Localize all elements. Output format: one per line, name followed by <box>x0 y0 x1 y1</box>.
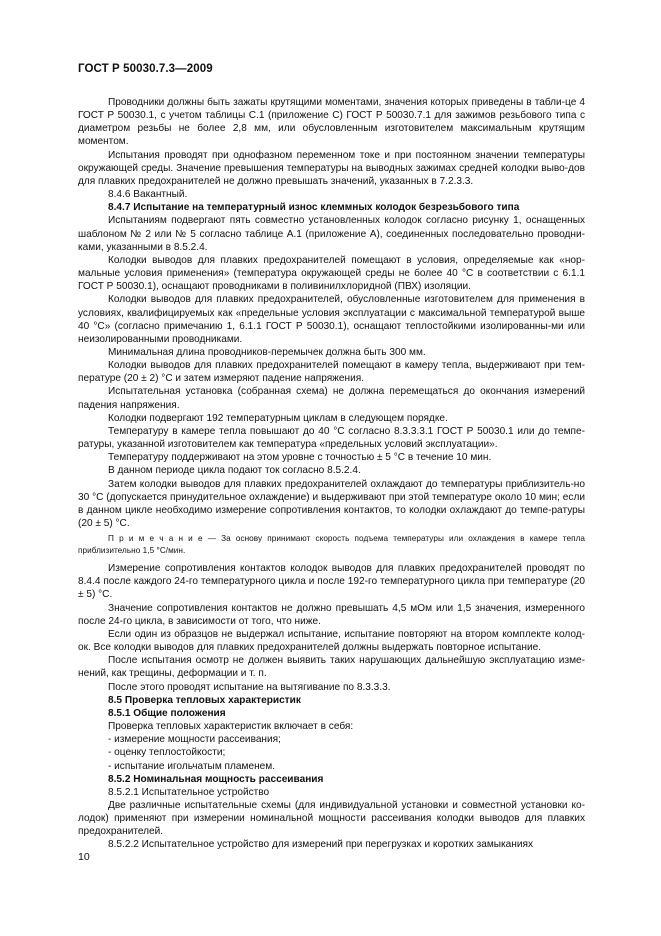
list-item: - испытание игольчатым пламенем. <box>108 760 276 772</box>
clause-heading: 8.5.2.2 Испытательное устройство для измерений при перегрузках и коротких замыканиях <box>108 839 534 851</box>
section-heading: 8.4.7 Испытание на температурный износ клеммных колодок безрезьбового типа <box>108 202 520 214</box>
paragraph: Колодки подвергают 192 температурным циклам в следующем порядке. <box>108 412 448 424</box>
paragraph: Температуру поддерживают на этом уровне с точностью ± 5 °С в течение 10 мин. <box>108 452 492 464</box>
paragraph: Значение сопротивления контактов не должно превышать 4,5 мОм или 1,5 значения, измеренного после 24-го цикла, в зависимости от того, что ниже. <box>78 602 585 627</box>
paragraph: Две различные испытательные схемы (для индивидуальной установки и совместной установки ко-лодок) применяют при измерении номинальной мощности рассеивания колодки выводов для плавких предохранителей. <box>78 799 585 838</box>
paragraph: Колодки выводов для плавких предохранителей помещают в условия, определяемые как «нор-мальные условия применения» (температура окружающей среды не более 40 °С в соответствии с 6.1.1 ГОСТ Р 50030.1), оснащают проводниками в поливинилхлоридной (ПВХ) изоляции. <box>78 254 585 293</box>
paragraph: Колодки выводов для плавких предохранителей помещают в камеру тепла, выдерживают при тем-пературе (20 ± 2) °С и затем измеряют падение напряжения. <box>78 360 585 385</box>
paragraph: В данном периоде цикла подают ток согласно 8.5.2.4. <box>108 465 361 477</box>
list-item: - измерение мощности рассеивания; <box>108 734 281 746</box>
paragraph: Испытательная установка (собранная схема) не должна перемещаться до окончания измерений падения напряжения. <box>78 386 585 411</box>
document-body <box>78 96 585 852</box>
paragraph: Затем колодки выводов для плавких предохранителей охлаждают до температуры приблизитель-но 30 °С (допускается принудительное охлаждение) и выдерживают при этой температуре около 10 мин; если в данном цикле необходимо измерение сопротивления контактов, то колодки охлаждают до темпе-ратуры (20 ± 5) °С. <box>78 478 585 529</box>
list-item: - оценку теплостойкости; <box>108 747 226 759</box>
paragraph: Колодки выводов для плавких предохранителей, обусловленные изготовителем для применения в условиях, квалифицируемых как «предельные условия эксплуатации с максимальной температурой выше 40 °С» (согласно примечанию 1, 6.1.1 ГОСТ Р 50030.1), оснащают теплостойкими изолированны-ми или неизолированными проводниками. <box>78 294 585 345</box>
paragraph: 8.4.6 Вакантный. <box>108 189 188 201</box>
paragraph: Испытания проводят при однофазном переменном токе и при постоянном значении температуры окружающей среды. Значение превышения температуры на выводных зажимах средней колодки выво-дов для плавких предохранителей не должно превышать значений, указанных в 7.2.3.3. <box>78 149 585 187</box>
page-header: ГОСТ Р 50030.7.3—2009 <box>78 63 213 75</box>
paragraph: Проводники должны быть зажаты крутящими моментами, значения которых приведены в табли-це 4 ГОСТ Р 50030.1, с учетом таблицы С.1 (приложение С) ГОСТ Р 50030.7.1 для зажимов резьбового типа с диаметром резьбы не более 2,8 мм, или обусловленным изготовителем максимальным крутящим моментом. <box>78 97 585 148</box>
page-number: 10 <box>78 851 90 863</box>
note: П р и м е ч а н и е — За основу принимают скорость подъема температуры или охлаждения в камере тепла приблизительно 1,5 °С/мин. <box>78 534 585 556</box>
paragraph: Если один из образцов не выдержал испытание, испытание повторяют на втором комплекте колод-ок. Все колодки выводов для плавких предохранителей должны выдержать повторное испытание. <box>78 628 585 654</box>
paragraph: Измерение сопротивления контактов колодок выводов для плавких предохранителей проводят по 8.4.4 после каждого 24-го температурного цикла и после 192-го температурного цикла при температуре (20 ± 5) °С. <box>78 563 585 601</box>
paragraph: После испытания осмотр не должен выявить таких нарушающих дальнейшую эксплуатацию изме-нений, как трещины, деформации и т. п. <box>78 655 585 680</box>
clause-heading: 8.5.2.1 Испытательное устройство <box>108 786 270 798</box>
paragraph: Испытаниям подвергают пять совместно установленных колодок согласно рисунку 1, оснащенных шаблоном № 2 или № 5 согласно таблице А.1 (приложение А), соединенных последовательно проводни-ками, указанными в 8.5.2.4. <box>78 215 585 253</box>
paragraph: Проверка тепловых характеристик включает в себя: <box>108 721 354 733</box>
section-heading: 8.5 Проверка тепловых характеристик <box>108 694 301 706</box>
paragraph: Температуру в камере тепла повышают до 40 °С согласно 8.3.3.3.1 ГОСТ Р 50030.1 или до темпе-ратуры, указанной изготовителем как температура «предельных условий эксплуатации». <box>78 425 585 451</box>
paragraph: После этого проводят испытание на вытягивание по 8.3.3.3. <box>108 681 391 693</box>
subsection-heading: 8.5.1 Общие положения <box>108 707 226 719</box>
paragraph: Минимальная длина проводников-перемычек должна быть 300 мм. <box>108 346 426 358</box>
subsection-heading: 8.5.2 Номинальная мощность рассеивания <box>108 773 324 785</box>
